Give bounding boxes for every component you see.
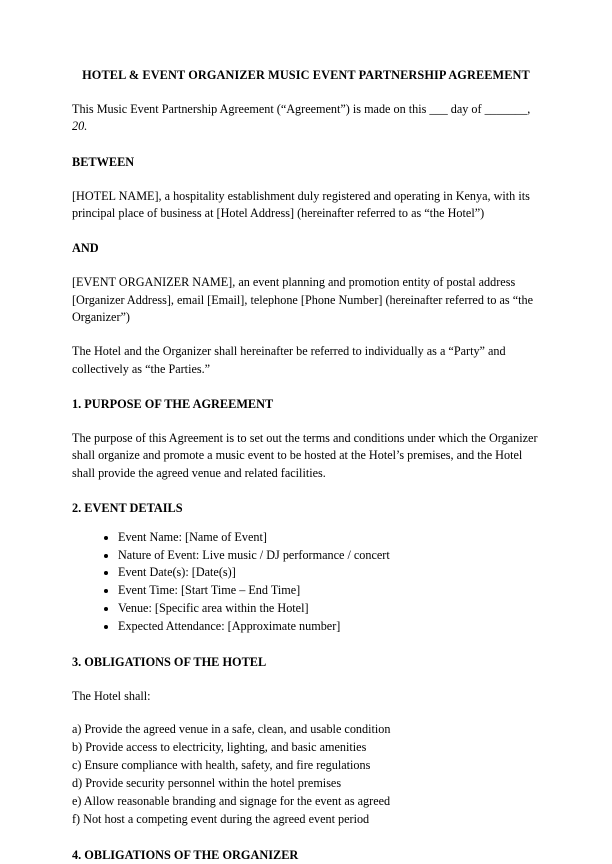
and-heading: AND <box>72 241 99 256</box>
hotel-obligations-list <box>72 721 540 829</box>
section-purpose-heading: 1. PURPOSE OF THE AGREEMENT <box>72 396 274 411</box>
list-item: e) Allow reasonable branding and signage for the event as agreed <box>72 793 391 808</box>
list-item: a) Provide the agreed venue in a safe, clean, and usable condition <box>72 722 391 737</box>
list-item: • Nature of Event: Live music / DJ performance / concert <box>118 547 540 565</box>
list-item: b) Provide access to electricity, lighting, and basic amenities <box>72 739 367 754</box>
event-details-list <box>72 529 540 636</box>
list-item: • Event Name: [Name of Event] <box>118 529 540 547</box>
between-heading: BETWEEN <box>72 154 135 169</box>
hotel-obligations-lead: The Hotel shall: <box>72 688 151 703</box>
list-item: • Event Date(s): [Date(s)] <box>118 564 540 582</box>
party-organizer-paragraph: [EVENT ORGANIZER NAME], an event planning and promotion entity of postal address [Organizer Address], email [Email], telephone [Phone Number] (hereinafter referred to as “the Organizer”) <box>72 275 534 324</box>
section-organizer-obligations-heading: 4. OBLIGATIONS OF THE ORGANIZER <box>72 847 299 862</box>
parties-note-paragraph: The Hotel and the Organizer shall hereinafter be referred to individually as a “Party” and collectively as “the Parties.” <box>72 344 506 376</box>
section-hotel-obligations-heading: 3. OBLIGATIONS OF THE HOTEL <box>72 654 267 669</box>
list-item: c) Ensure compliance with health, safety, and fire regulations <box>72 757 371 772</box>
list-item: • Event Time: [Start Time – End Time] <box>118 582 540 600</box>
section-purpose-body: The purpose of this Agreement is to set out the terms and conditions under which the Organizer shall organize and promote a music event to be hosted at the Hotel’s premises, and the Hotel shall provide the agreed venue and related facilities. <box>72 430 538 480</box>
page-title: HOTEL & EVENT ORGANIZER MUSIC EVENT PARTNERSHIP AGREEMENT <box>82 68 530 82</box>
list-item: • Expected Attendance: [Approximate number] <box>118 618 540 636</box>
section-event-details-heading: 2. EVENT DETAILS <box>72 500 183 515</box>
intro-paragraph <box>72 101 540 136</box>
intro-text: This Music Event Partnership Agreement (“Agreement”) is made on this ___ day of _______, <box>72 101 531 116</box>
list-item: • Venue: [Specific area within the Hotel] <box>118 600 540 618</box>
party-hotel-paragraph: [HOTEL NAME], a hospitality establishment duly registered and operating in Kenya, with its principal place of business at [Hotel Address] (hereinafter referred to as “the Hotel”) <box>72 188 530 220</box>
list-item: d) Provide security personnel within the hotel premises <box>72 775 342 790</box>
intro-year: 20. <box>72 119 88 134</box>
list-item: f) Not host a competing event during the agreed event period <box>72 811 370 826</box>
